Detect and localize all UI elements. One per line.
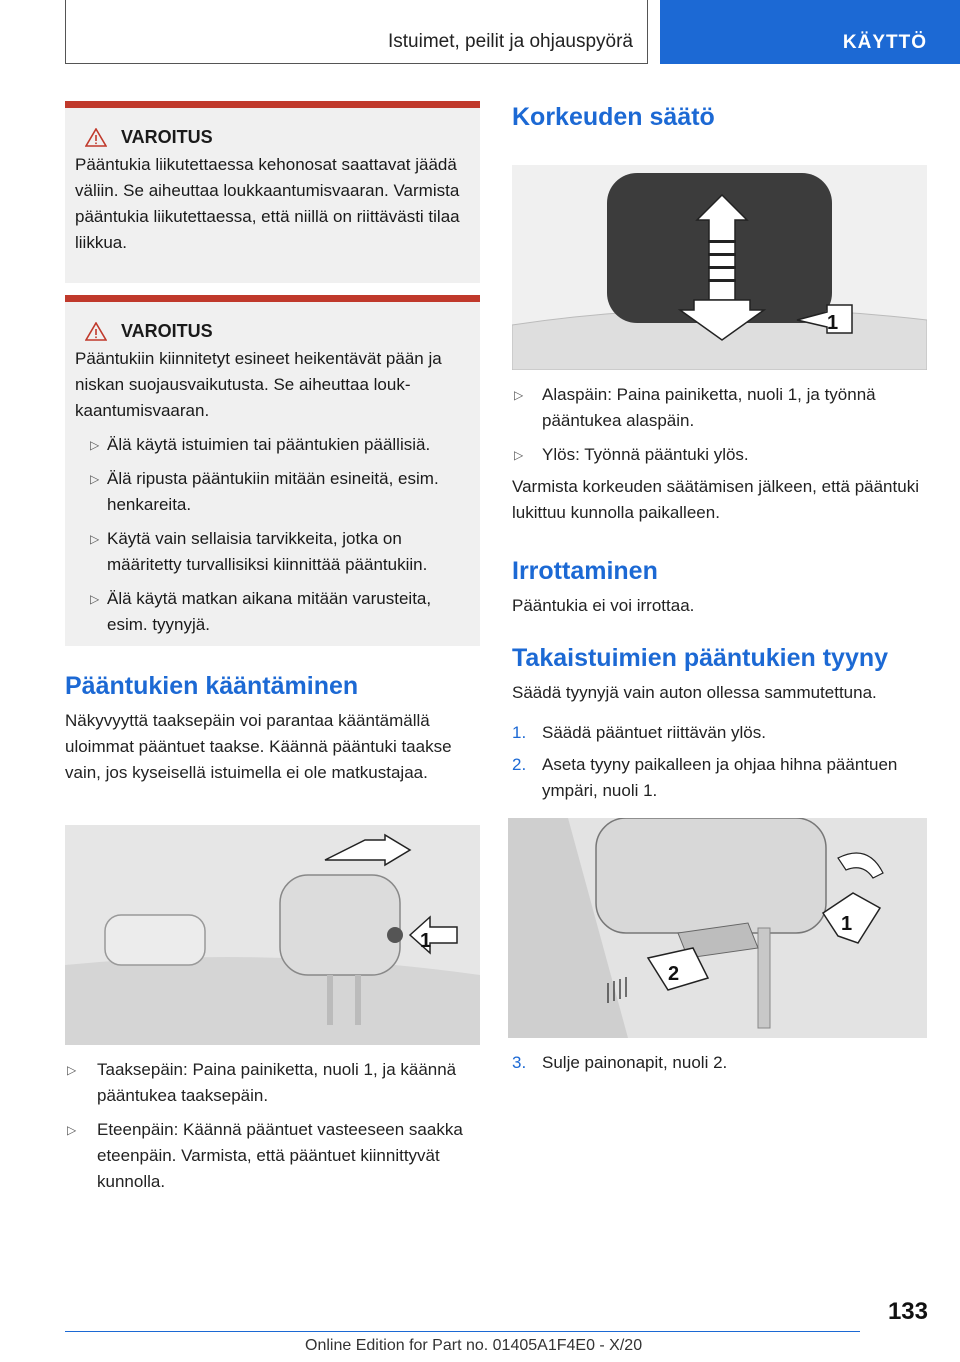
warning-box-1 (65, 101, 480, 283)
list-item: ▷ Älä käytä matkan aikana mitään varusteita, esim. tyynyjä. (75, 586, 470, 638)
section-heading-removal: Irrottaminen (512, 557, 658, 585)
triangle-bullet-icon: ▷ (67, 1063, 77, 1077)
triangle-bullet-icon: ▷ (67, 1123, 77, 1137)
height-list (512, 382, 927, 526)
pillow-step-3 (512, 1050, 927, 1076)
section-heading-height: Korkeuden säätö (512, 103, 715, 131)
warning-box-2 (65, 295, 480, 646)
list-item: ▷ Alaspäin: Paina painiketta, nuoli 1, ja työnnä pääntukea alaspäin. (512, 382, 927, 434)
warning-label: VAROITUS (121, 127, 213, 147)
section-title: Istuimet, peilit ja ohjauspyörä (387, 31, 633, 52)
tilt-list (65, 1057, 480, 1195)
list-item: 1. Säädä pääntuet riittävän ylös. (512, 720, 927, 746)
list-item: ▷ Käytä vain sellaisia tarvikkeita, jotka on määritetty turvallisiksi kiinnittää pääntukiin. (75, 526, 470, 578)
triangle-bullet-icon: ▷ (90, 532, 100, 546)
list-item: ▷ Ylös: Työnnä pääntuki ylös. (512, 442, 927, 468)
pillow-intro: Säädä tyynyjä vain auton ollessa sammutettuna. (512, 683, 877, 702)
triangle-bullet-icon: ▷ (514, 448, 524, 462)
figure-callout-label: 1 (420, 930, 432, 952)
section-heading-pillow: Takaistuimien pääntukien tyyny (512, 644, 889, 672)
step-number: 3. (512, 1053, 527, 1072)
figure-headrest-tilt (65, 825, 480, 1045)
list-item: ▷ Eteenpäin: Käännä pääntuet vasteeseen saakka eteenpäin. Varmista, että pääntuet kiinnittyvät kunnolla. (65, 1117, 480, 1195)
step-number: 2. (512, 755, 527, 774)
list-item: 3. Sulje painonapit, nuoli 2. (512, 1050, 927, 1076)
warning-text: Pääntukia liikutettaessa kehonosat saattavat jäädä väliin. Se aiheuttaa loukkaantumisvaaran. Varmista pääntukia liikutettaessa, että niillä on riittävästi tilaa liikkua. (75, 155, 460, 252)
figure-callout-label: 1 (841, 913, 853, 935)
tilt-intro: Näkyvyyttä taaksepäin voi parantaa kääntämällä uloimmat pääntuet taakse. Käännä pääntuki taakse vain, jos kyseisellä istuimella ei ole matkustajaa. (65, 711, 452, 782)
section-heading-tilt: Pääntukien kääntäminen (65, 672, 359, 700)
warning-text: Pääntukiin kiinnitetyt esineet heikentävät pään ja niskan suojausvaikutusta. Se aiheuttaa loukkaantumisvaaran. (75, 349, 442, 420)
figure-pillow (508, 818, 927, 1038)
height-note: Varmista korkeuden säätämisen jälkeen, että pääntuki lukittuu kunnolla paikalleen. (512, 477, 919, 522)
figure-callout-label: 2 (668, 963, 680, 985)
figure-headrest-height (512, 165, 927, 370)
triangle-bullet-icon: ▷ (90, 472, 100, 486)
chapter-tab[interactable] (660, 0, 960, 64)
triangle-bullet-icon: ▷ (514, 388, 524, 402)
figure-callout-label: 1 (827, 312, 839, 334)
footer-divider (65, 1331, 860, 1332)
header-box (65, 0, 648, 64)
page-number: 133 (887, 1298, 928, 1325)
warning-label: VAROITUS (121, 321, 213, 341)
triangle-bullet-icon: ▷ (90, 438, 100, 452)
removal-text: Pääntukia ei voi irrottaa. (512, 596, 695, 615)
chapter-tab-label: KÄYTTÖ (842, 32, 927, 53)
footer-text: Online Edition for Part no. 01405A1F4E0 - X/20 (305, 1337, 643, 1354)
pillow-steps (512, 720, 927, 804)
list-item: ▷ Älä ripusta pääntukiin mitään esineitä, esim. henkareita. (75, 466, 470, 518)
warning-triangle-icon (85, 128, 107, 147)
triangle-bullet-icon: ▷ (90, 592, 100, 606)
list-item: 2. Aseta tyyny paikalleen ja ohjaa hihna pääntuen ympäri, nuoli 1. (512, 752, 927, 804)
step-number: 1. (512, 723, 527, 742)
list-item: ▷ Älä käytä istuimien tai pääntukien päällisiä. (75, 432, 470, 458)
list-item: ▷ Taaksepäin: Paina painiketta, nuoli 1, ja käännä pääntukea taaksepäin. (65, 1057, 480, 1109)
warning-triangle-icon (85, 322, 107, 341)
